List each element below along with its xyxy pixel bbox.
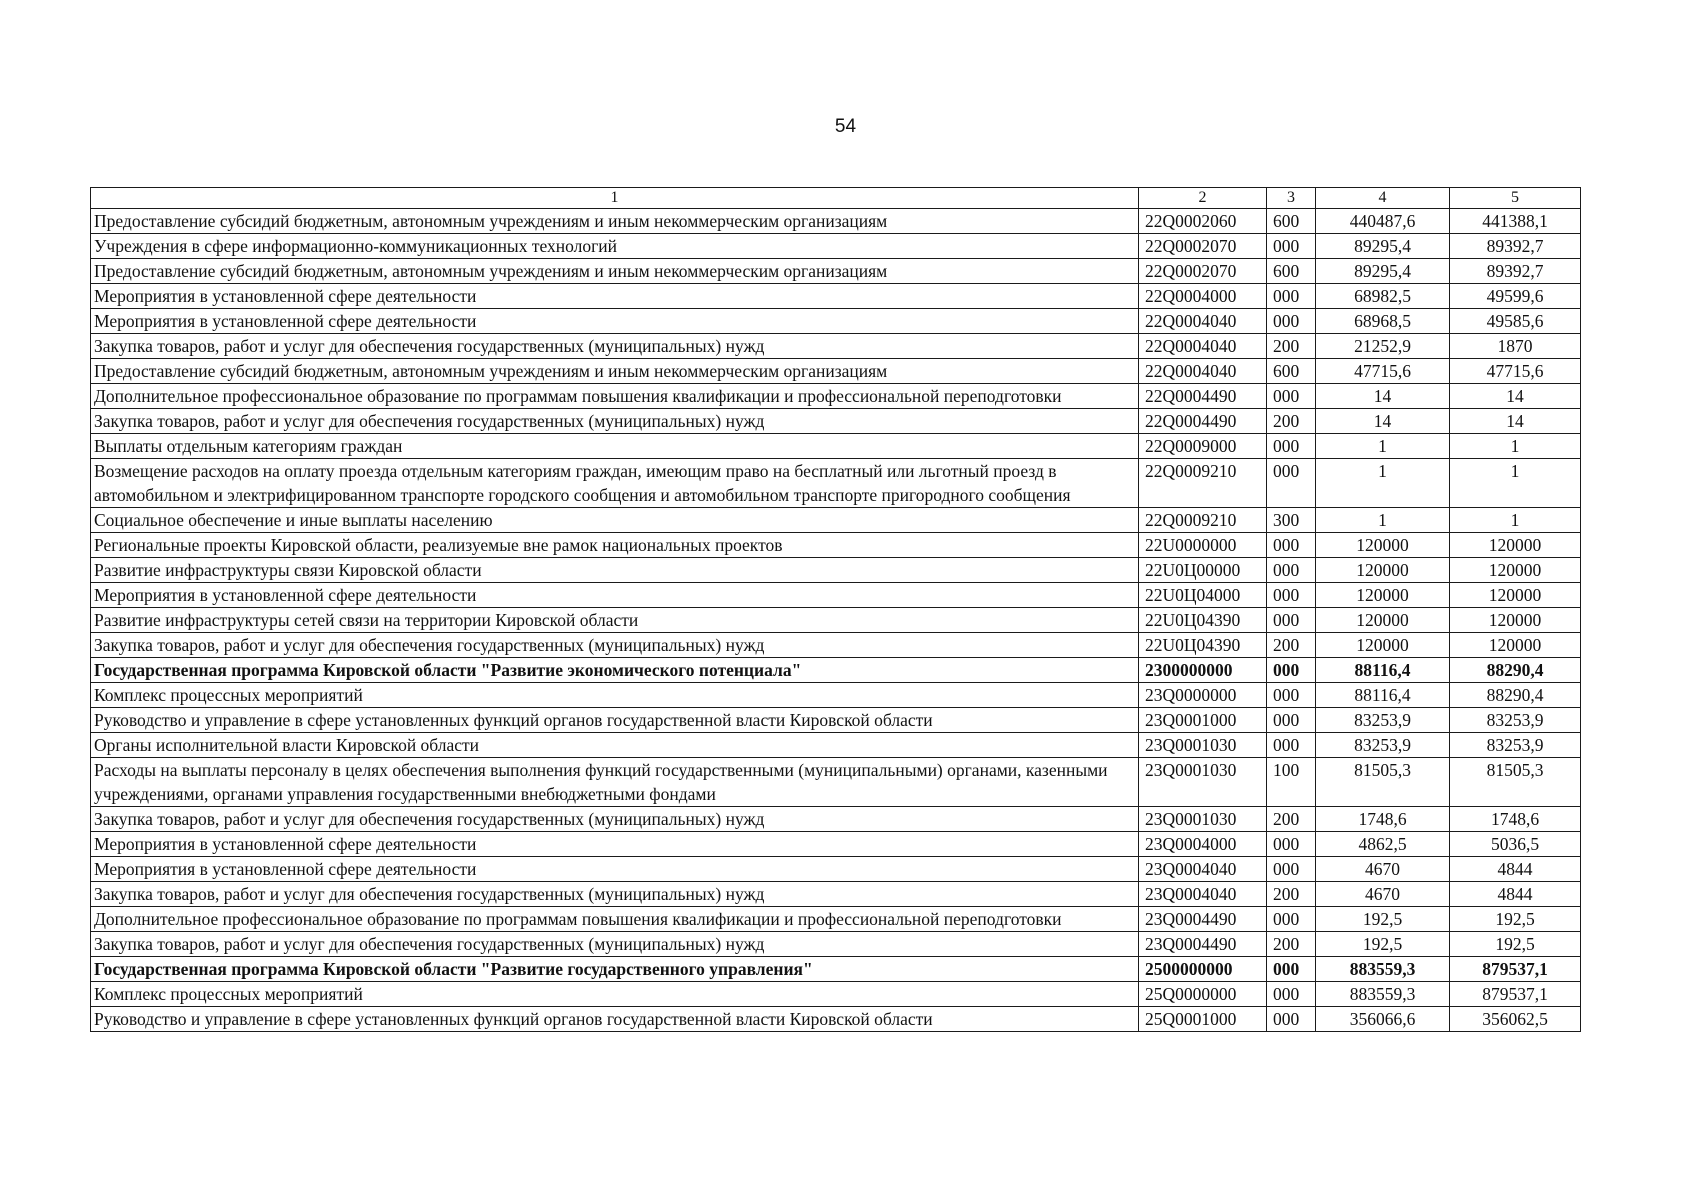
row-name: Закупка товаров, работ и услуг для обеспечения государственных (муниципальных) нужд	[91, 633, 1139, 658]
row-code: 22Q0004040	[1139, 359, 1267, 384]
row-value-col4: 440487,6	[1316, 209, 1450, 234]
row-name: Комплекс процессных мероприятий	[91, 982, 1139, 1007]
row-value-col5: 120000	[1450, 583, 1581, 608]
table-row	[91, 683, 1581, 708]
row-value-col4: 883559,3	[1316, 982, 1450, 1007]
row-value-col4: 1748,6	[1316, 807, 1450, 832]
table-row	[91, 309, 1581, 334]
row-name: Мероприятия в установленной сфере деятельности	[91, 284, 1139, 309]
table-row	[91, 708, 1581, 733]
row-value-col5: 1	[1450, 434, 1581, 459]
table-row	[91, 807, 1581, 832]
row-code: 22Q0009210	[1139, 508, 1267, 533]
row-value-col5: 879537,1	[1450, 982, 1581, 1007]
table-row	[91, 533, 1581, 558]
table-body	[91, 209, 1581, 1032]
table-row	[91, 284, 1581, 309]
row-value-col5: 14	[1450, 384, 1581, 409]
row-value-col5: 81505,3	[1450, 758, 1581, 807]
row-name: Предоставление субсидий бюджетным, автономным учреждениям и иным некоммерческим организациям	[91, 259, 1139, 284]
row-value-col5: 1748,6	[1450, 807, 1581, 832]
row-value-col4: 120000	[1316, 608, 1450, 633]
row-name: Руководство и управление в сфере установленных функций органов государственной власти Кировской области	[91, 1007, 1139, 1032]
row-name: Предоставление субсидий бюджетным, автономным учреждениям и иным некоммерческим организациям	[91, 209, 1139, 234]
row-value-col5: 1	[1450, 459, 1581, 508]
row-type: 000	[1267, 658, 1316, 683]
table-row	[91, 583, 1581, 608]
header-col-1: 1	[91, 188, 1139, 209]
row-type: 000	[1267, 857, 1316, 882]
row-value-col4: 1	[1316, 508, 1450, 533]
row-type: 000	[1267, 982, 1316, 1007]
row-code: 22Q0002070	[1139, 259, 1267, 284]
table-row	[91, 384, 1581, 409]
row-value-col4: 47715,6	[1316, 359, 1450, 384]
row-type: 000	[1267, 558, 1316, 583]
row-value-col5: 192,5	[1450, 932, 1581, 957]
table-row	[91, 1007, 1581, 1032]
row-value-col4: 89295,4	[1316, 259, 1450, 284]
row-code: 2300000000	[1139, 658, 1267, 683]
table-row	[91, 508, 1581, 533]
row-value-col4: 4862,5	[1316, 832, 1450, 857]
row-value-col4: 83253,9	[1316, 708, 1450, 733]
row-value-col5: 49599,6	[1450, 284, 1581, 309]
row-code: 23Q0001000	[1139, 708, 1267, 733]
row-name: Мероприятия в установленной сфере деятельности	[91, 857, 1139, 882]
row-type: 000	[1267, 608, 1316, 633]
table-row	[91, 409, 1581, 434]
table-row	[91, 209, 1581, 234]
row-value-col5: 192,5	[1450, 907, 1581, 932]
row-name: Закупка товаров, работ и услуг для обеспечения государственных (муниципальных) нужд	[91, 807, 1139, 832]
row-value-col4: 14	[1316, 409, 1450, 434]
row-code: 2500000000	[1139, 957, 1267, 982]
row-code: 23Q0004000	[1139, 832, 1267, 857]
row-value-col5: 88290,4	[1450, 683, 1581, 708]
row-value-col4: 1	[1316, 434, 1450, 459]
row-type: 200	[1267, 334, 1316, 359]
row-code: 22U0Ц04000	[1139, 583, 1267, 608]
row-name: Комплекс процессных мероприятий	[91, 683, 1139, 708]
row-value-col4: 88116,4	[1316, 683, 1450, 708]
row-name: Социальное обеспечение и иные выплаты населению	[91, 508, 1139, 533]
row-value-col4: 14	[1316, 384, 1450, 409]
table-row	[91, 658, 1581, 683]
table-row	[91, 234, 1581, 259]
row-name: Выплаты отдельным категориям граждан	[91, 434, 1139, 459]
table-row	[91, 558, 1581, 583]
row-code: 22Q0009210	[1139, 459, 1267, 508]
row-value-col4: 83253,9	[1316, 733, 1450, 758]
row-code: 22Q0004490	[1139, 409, 1267, 434]
row-name: Государственная программа Кировской области "Развитие государственного управления"	[91, 957, 1139, 982]
row-type: 000	[1267, 234, 1316, 259]
row-value-col4: 68982,5	[1316, 284, 1450, 309]
row-value-col5: 14	[1450, 409, 1581, 434]
table-row	[91, 733, 1581, 758]
row-type: 600	[1267, 359, 1316, 384]
table-row	[91, 932, 1581, 957]
row-value-col4: 68968,5	[1316, 309, 1450, 334]
row-value-col4: 120000	[1316, 583, 1450, 608]
row-name: Предоставление субсидий бюджетным, автономным учреждениям и иным некоммерческим организациям	[91, 359, 1139, 384]
row-type: 000	[1267, 459, 1316, 508]
row-value-col4: 192,5	[1316, 932, 1450, 957]
row-name: Мероприятия в установленной сфере деятельности	[91, 832, 1139, 857]
row-value-col5: 120000	[1450, 533, 1581, 558]
row-value-col4: 192,5	[1316, 907, 1450, 932]
row-value-col5: 120000	[1450, 608, 1581, 633]
row-value-col5: 120000	[1450, 633, 1581, 658]
row-value-col5: 1870	[1450, 334, 1581, 359]
row-value-col5: 356062,5	[1450, 1007, 1581, 1032]
table-row	[91, 957, 1581, 982]
row-type: 000	[1267, 708, 1316, 733]
table-row	[91, 334, 1581, 359]
header-row	[91, 188, 1581, 209]
table-row	[91, 633, 1581, 658]
table-row	[91, 459, 1581, 508]
row-type: 200	[1267, 633, 1316, 658]
table-row	[91, 982, 1581, 1007]
row-type: 000	[1267, 533, 1316, 558]
table-row	[91, 882, 1581, 907]
row-value-col5: 47715,6	[1450, 359, 1581, 384]
table-row	[91, 434, 1581, 459]
row-value-col5: 120000	[1450, 558, 1581, 583]
row-name: Региональные проекты Кировской области, реализуемые вне рамок национальных проектов	[91, 533, 1139, 558]
row-name: Возмещение расходов на оплату проезда отдельным категориям граждан, имеющим право на бесплатный или льготный проезд в автомобильном и электрифицированном транспорте городского сообщения и автомобильном транспорте пригородного сообщения	[91, 459, 1139, 508]
row-type: 000	[1267, 907, 1316, 932]
header-col-2: 2	[1139, 188, 1267, 209]
row-value-col4: 4670	[1316, 857, 1450, 882]
header-col-3: 3	[1267, 188, 1316, 209]
header-col-5: 5	[1450, 188, 1581, 209]
row-code: 23Q0004040	[1139, 882, 1267, 907]
row-value-col4: 883559,3	[1316, 957, 1450, 982]
row-name: Мероприятия в установленной сфере деятельности	[91, 583, 1139, 608]
row-value-col5: 88290,4	[1450, 658, 1581, 683]
row-value-col4: 120000	[1316, 558, 1450, 583]
row-name: Закупка товаров, работ и услуг для обеспечения государственных (муниципальных) нужд	[91, 882, 1139, 907]
row-type: 200	[1267, 882, 1316, 907]
row-type: 000	[1267, 309, 1316, 334]
row-code: 23Q0004040	[1139, 857, 1267, 882]
row-value-col5: 879537,1	[1450, 957, 1581, 982]
row-value-col4: 89295,4	[1316, 234, 1450, 259]
row-code: 22Q0004000	[1139, 284, 1267, 309]
row-type: 000	[1267, 683, 1316, 708]
row-value-col5: 83253,9	[1450, 708, 1581, 733]
row-code: 23Q0001030	[1139, 733, 1267, 758]
row-name: Развитие инфраструктуры сетей связи на территории Кировской области	[91, 608, 1139, 633]
row-type: 000	[1267, 832, 1316, 857]
row-value-col5: 1	[1450, 508, 1581, 533]
row-code: 23Q0004490	[1139, 907, 1267, 932]
table-row	[91, 259, 1581, 284]
row-type: 000	[1267, 384, 1316, 409]
row-value-col5: 89392,7	[1450, 234, 1581, 259]
table-row	[91, 758, 1581, 807]
row-value-col4: 120000	[1316, 533, 1450, 558]
row-name: Закупка товаров, работ и услуг для обеспечения государственных (муниципальных) нужд	[91, 409, 1139, 434]
row-type: 000	[1267, 583, 1316, 608]
row-value-col4: 21252,9	[1316, 334, 1450, 359]
row-code: 23Q0001030	[1139, 807, 1267, 832]
row-value-col4: 81505,3	[1316, 758, 1450, 807]
table-row	[91, 857, 1581, 882]
row-type: 600	[1267, 259, 1316, 284]
row-code: 25Q0000000	[1139, 982, 1267, 1007]
row-type: 000	[1267, 1007, 1316, 1032]
table-row	[91, 832, 1581, 857]
header-col-4: 4	[1316, 188, 1450, 209]
row-name: Органы исполнительной власти Кировской области	[91, 733, 1139, 758]
row-name: Государственная программа Кировской области "Развитие экономического потенциала"	[91, 658, 1139, 683]
row-value-col4: 356066,6	[1316, 1007, 1450, 1032]
row-value-col5: 49585,6	[1450, 309, 1581, 334]
row-type: 000	[1267, 284, 1316, 309]
row-code: 23Q0001030	[1139, 758, 1267, 807]
row-code: 23Q0000000	[1139, 683, 1267, 708]
row-name: Закупка товаров, работ и услуг для обеспечения государственных (муниципальных) нужд	[91, 932, 1139, 957]
row-type: 100	[1267, 758, 1316, 807]
row-value-col5: 4844	[1450, 857, 1581, 882]
row-code: 22Q0002070	[1139, 234, 1267, 259]
row-value-col5: 4844	[1450, 882, 1581, 907]
row-name: Закупка товаров, работ и услуг для обеспечения государственных (муниципальных) нужд	[91, 334, 1139, 359]
row-name: Учреждения в сфере информационно-коммуникационных технологий	[91, 234, 1139, 259]
row-code: 22U0000000	[1139, 533, 1267, 558]
row-value-col5: 441388,1	[1450, 209, 1581, 234]
row-name: Дополнительное профессиональное образование по программам повышения квалификации и профессиональной переподготовки	[91, 384, 1139, 409]
row-type: 600	[1267, 209, 1316, 234]
row-value-col5: 83253,9	[1450, 733, 1581, 758]
row-code: 22Q0004490	[1139, 384, 1267, 409]
row-code: 22Q0004040	[1139, 334, 1267, 359]
row-value-col4: 120000	[1316, 633, 1450, 658]
row-type: 200	[1267, 807, 1316, 832]
table-row	[91, 608, 1581, 633]
row-type: 000	[1267, 434, 1316, 459]
row-name: Руководство и управление в сфере установленных функций органов государственной власти Кировской области	[91, 708, 1139, 733]
row-value-col4: 1	[1316, 459, 1450, 508]
row-value-col4: 4670	[1316, 882, 1450, 907]
row-type: 200	[1267, 932, 1316, 957]
row-type: 200	[1267, 409, 1316, 434]
page-number: 54	[834, 116, 857, 137]
row-name: Расходы на выплаты персоналу в целях обеспечения выполнения функций государственными (муниципальными) органами, казенными учреждениями, органами управления государственными внебюджетными фондами	[91, 758, 1139, 807]
row-value-col5: 89392,7	[1450, 259, 1581, 284]
row-code: 25Q0001000	[1139, 1007, 1267, 1032]
row-code: 22Q0004040	[1139, 309, 1267, 334]
row-name: Мероприятия в установленной сфере деятельности	[91, 309, 1139, 334]
row-code: 22U0Ц04390	[1139, 633, 1267, 658]
table-row	[91, 359, 1581, 384]
row-name: Развитие инфраструктуры связи Кировской области	[91, 558, 1139, 583]
row-value-col4: 88116,4	[1316, 658, 1450, 683]
row-code: 22U0Ц00000	[1139, 558, 1267, 583]
row-value-col5: 5036,5	[1450, 832, 1581, 857]
row-name: Дополнительное профессиональное образование по программам повышения квалификации и профессиональной переподготовки	[91, 907, 1139, 932]
row-type: 000	[1267, 733, 1316, 758]
budget-table	[90, 187, 1581, 1032]
row-code: 22Q0009000	[1139, 434, 1267, 459]
row-code: 22U0Ц04390	[1139, 608, 1267, 633]
row-code: 23Q0004490	[1139, 932, 1267, 957]
row-type: 000	[1267, 957, 1316, 982]
table-row	[91, 907, 1581, 932]
row-code: 22Q0002060	[1139, 209, 1267, 234]
row-type: 300	[1267, 508, 1316, 533]
